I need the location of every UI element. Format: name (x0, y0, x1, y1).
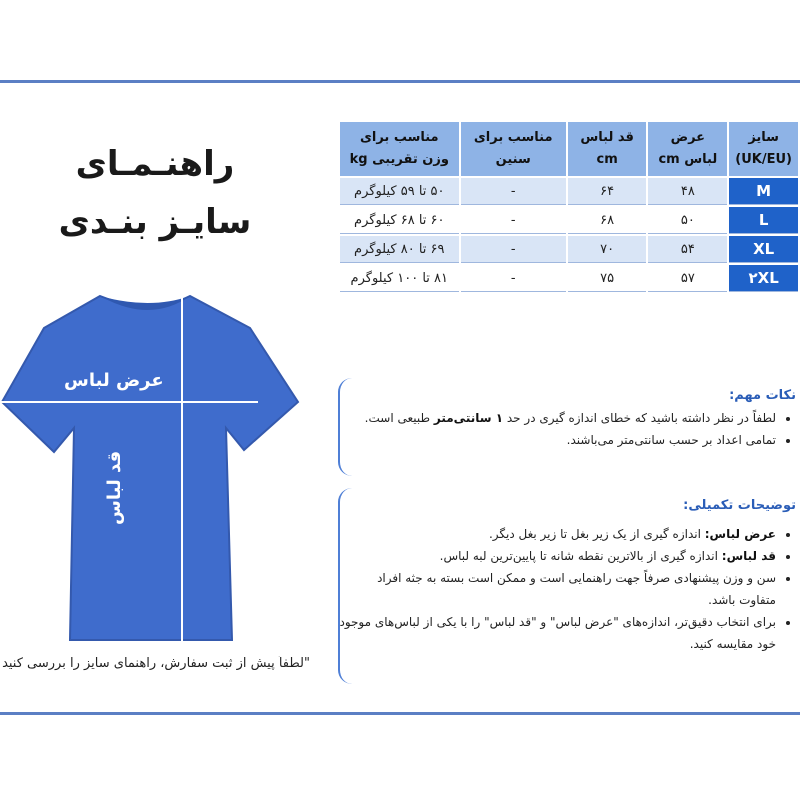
top-divider (0, 80, 800, 83)
cell-size: XL (729, 236, 798, 263)
cell-length: ۶۴ (568, 178, 647, 205)
cell-length: ۷۵ (568, 265, 647, 292)
cell-size: M (729, 178, 798, 205)
header-width: عرض لباس cm (648, 122, 727, 176)
list-item: • لطفاً در نظر داشته باشید که خطای اندازه گیری در حد ۱ سانتی‌متر طبیعی است. (338, 407, 776, 429)
cell-width: ۵۴ (648, 236, 727, 263)
shirt-width-label: عرض لباس (64, 370, 164, 391)
table-row (340, 207, 798, 234)
important-notes (338, 378, 800, 478)
cell-age: - (461, 236, 566, 263)
shirt-length-label: قد لباس (104, 450, 125, 525)
cell-size: ۲XL (729, 265, 798, 292)
cell-length: ۷۰ (568, 236, 647, 263)
list-item: • برای انتخاب دقیق‌تر، اندازه‌های "عرض لباس" و "قد لباس" را با یکی از لباس‌های موجود خود مقایسه کنید. (338, 611, 776, 655)
table-row (340, 236, 798, 263)
extra-list (338, 523, 800, 655)
important-list (338, 407, 800, 451)
list-item: • قد لباس: اندازه گیری از بالاترین نقطه شانه تا پایین‌ترین لبه لباس. (338, 545, 776, 567)
tshirt-body (2, 296, 298, 640)
header-length: قد لباس cm (568, 122, 647, 176)
cell-age: - (461, 265, 566, 292)
cell-weight: ۸۱ تا ۱۰۰ کیلوگرم (340, 265, 459, 292)
bottom-divider (0, 712, 800, 715)
footer-note: "لطفاً پیش از ثبت سفارش، راهنمای سایز را بررسی کنید (2, 656, 310, 671)
list-item: • سن و وزن پیشنهادی صرفاً جهت راهنمایی است و ممکن است بسته به جثه افراد متفاوت باشد. (338, 567, 776, 611)
cell-width: ۵۰ (648, 207, 727, 234)
tshirt-illustration (0, 290, 300, 650)
cell-age: - (461, 207, 566, 234)
brace-decoration (338, 488, 356, 684)
size-chart-table (338, 120, 800, 294)
header-weight: مناسب برای وزن تقریبی kg (340, 122, 459, 176)
table-row (340, 265, 798, 292)
table-row (340, 178, 798, 205)
cell-weight: ۵۰ تا ۵۹ کیلوگرم (340, 178, 459, 205)
cell-width: ۵۷ (648, 265, 727, 292)
cell-width: ۴۸ (648, 178, 727, 205)
header-age: مناسب برای سنین (461, 122, 566, 176)
cell-size: L (729, 207, 798, 234)
list-item: • تمامی اعداد بر حسب سانتی‌متر می‌باشند. (338, 429, 776, 451)
cell-weight: ۶۰ تا ۶۸ کیلوگرم (340, 207, 459, 234)
cell-weight: ۶۹ تا ۸۰ کیلوگرم (340, 236, 459, 263)
header-size: سایز (UK/EU) (729, 122, 798, 176)
list-item: • عرض لباس: اندازه گیری از یک زیر بغل تا زیر بغل دیگر. (338, 523, 776, 545)
important-heading: نکات مهم: (729, 388, 796, 403)
brace-decoration (338, 378, 356, 476)
cell-length: ۶۸ (568, 207, 647, 234)
additional-notes (338, 488, 800, 688)
page-title (40, 135, 270, 251)
cell-age: - (461, 178, 566, 205)
extra-heading: توضیحات تکمیلی: (683, 498, 796, 513)
table-header-row (340, 122, 798, 176)
title-line-2: سایـز بنـدی (58, 202, 252, 242)
title-line-1: راهنـمـای (75, 144, 235, 184)
